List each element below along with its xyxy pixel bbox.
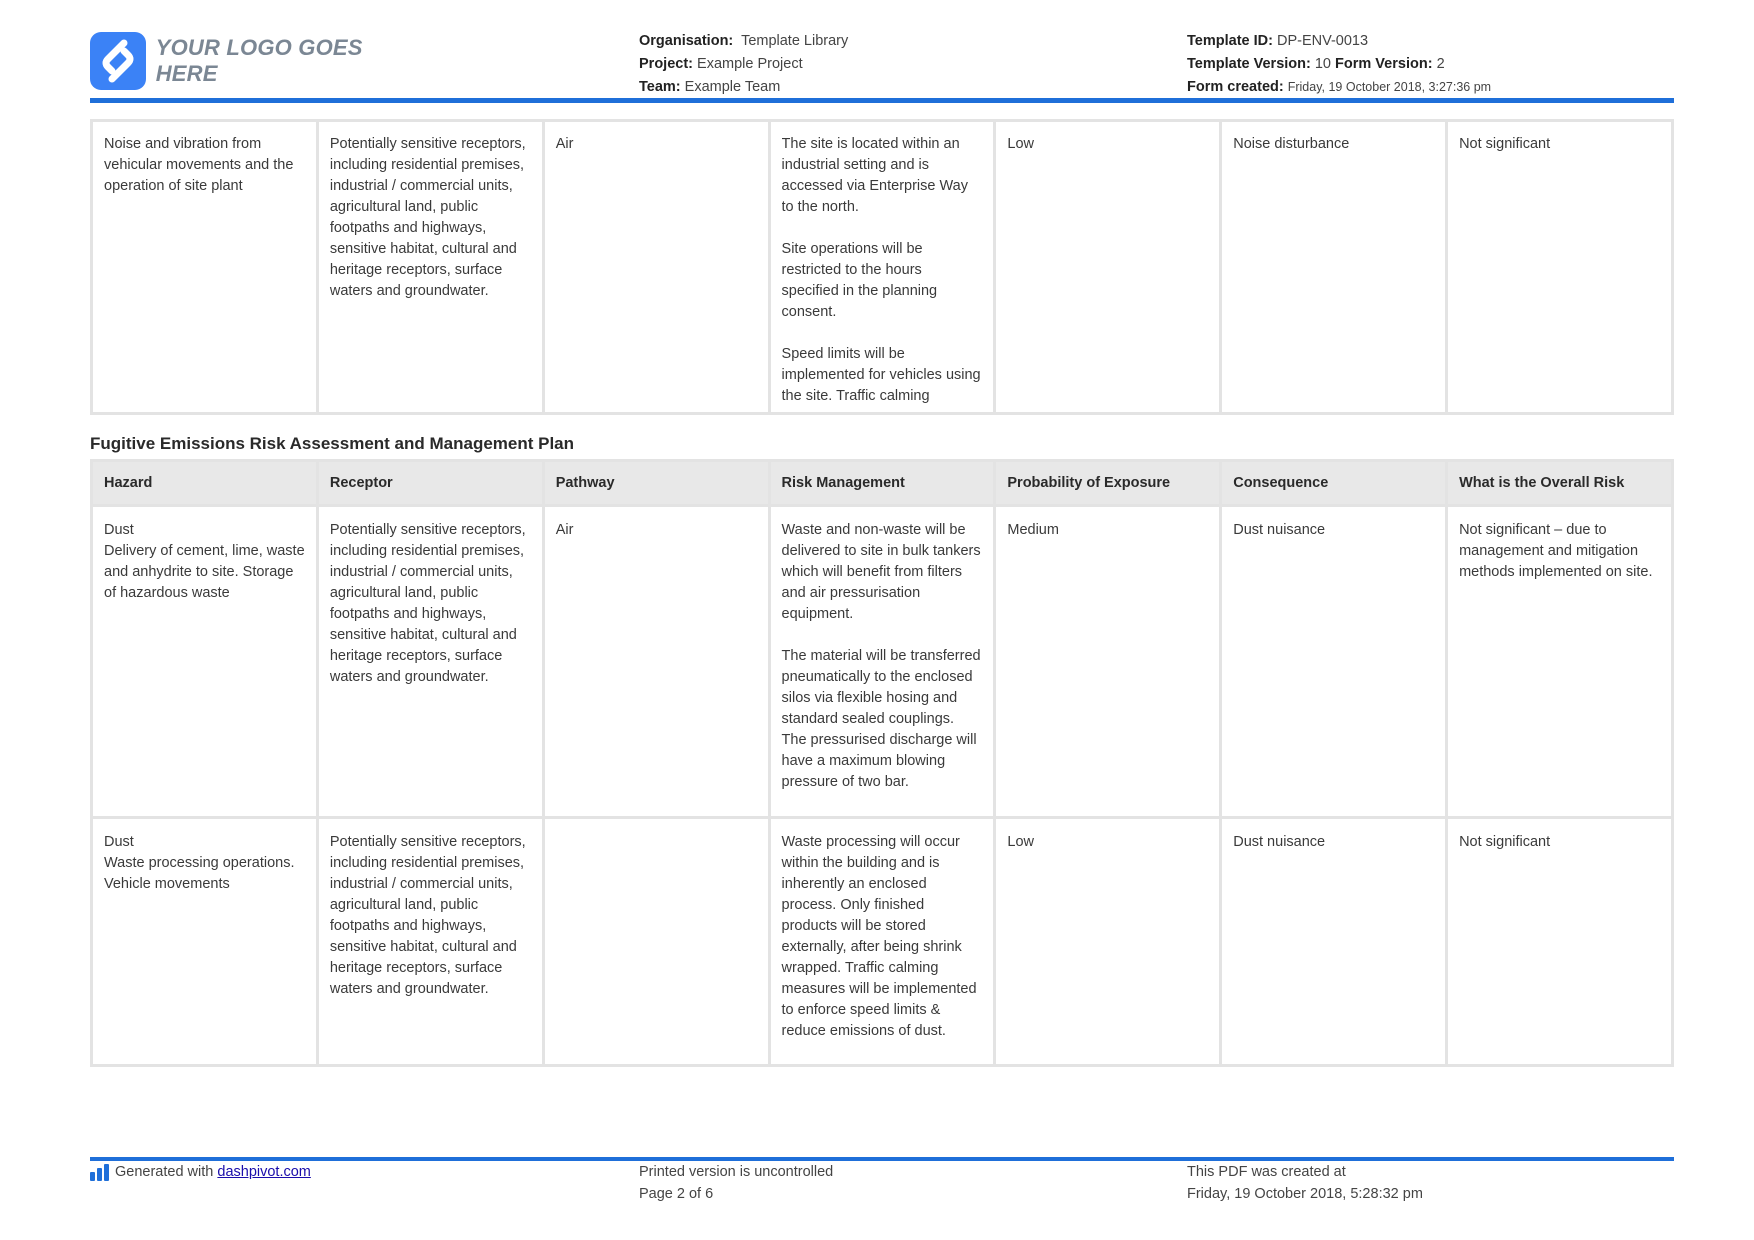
probability-cell: Low (996, 122, 1219, 412)
overall-risk-cell: Not significant (1448, 122, 1671, 412)
column-header-probability: Probability of Exposure (996, 462, 1219, 504)
column-header-risk-management: Risk Management (771, 462, 994, 504)
footer-divider (90, 1157, 1674, 1161)
page-number: Page 2 of 6 (639, 1186, 714, 1202)
header-divider (90, 98, 1674, 103)
dashpivot-logo-icon (90, 1163, 109, 1181)
pdf-created-label: This PDF was created at (1187, 1164, 1346, 1180)
table-row (93, 819, 1671, 1064)
template-version-value: 10 (1314, 56, 1331, 72)
project-value: Example Project (697, 56, 803, 72)
organisation-value: Template Library (741, 33, 849, 49)
team-value: Example Team (684, 79, 781, 95)
pathway-cell: Air (545, 122, 768, 412)
footer-generated (90, 1161, 311, 1183)
pathway-cell (545, 819, 768, 1064)
table-row (93, 507, 1671, 816)
column-header-pathway: Pathway (545, 462, 768, 504)
form-version-value: 2 (1436, 56, 1445, 72)
risk-management-cell (771, 122, 994, 412)
header-org-info (639, 30, 848, 99)
probability-cell: Medium (996, 507, 1219, 816)
template-id-value: DP-ENV-0013 (1276, 33, 1369, 49)
page-header (90, 28, 1674, 102)
team-label: Team: (639, 79, 681, 95)
receptor-cell: Potentially sensitive receptors, including residential premises, industrial / commercial units, agricultural land, public footpaths and highways, sensitive habitat, cultural and heritage receptors, surface waters and groundwater. (319, 122, 542, 412)
company-logo (90, 32, 420, 90)
risk-management-cell: Waste and non-waste will be delivered to site in bulk tankers which will benefit from filters and air pressurisation equipment. The material will be transferred pneumatically to the enclosed silos via flexible hosing and standard sealed couplings. The pressurised discharge will have a maximum blowing pressure of two bar. (771, 507, 994, 816)
column-header-consequence: Consequence (1222, 462, 1445, 504)
consequence-cell: Dust nuisance (1222, 819, 1445, 1064)
uncontrolled-notice: Printed version is uncontrolled (639, 1164, 834, 1180)
consequence-cell: Dust nuisance (1222, 507, 1445, 816)
risk-management-text: The site is located within an industrial setting and is accessed via Enterprise Way to the north. Site operations will be restricted to the hours specified in the planning consent. Speed limits will be implemented for vehicles using the site. Traffic calming (781, 136, 981, 404)
receptor-cell: Potentially sensitive receptors, including residential premises, industrial / commercial units, agricultural land, public footpaths and highways, sensitive habitat, cultural and heritage receptors, surface waters and groundwater. (319, 507, 542, 816)
project-label: Project: (639, 56, 693, 72)
hazard-cell: Dust Waste processing operations. Vehicle movements (93, 819, 316, 1064)
organisation-label: Organisation: (639, 33, 734, 49)
template-version-label: Template Version: (1187, 56, 1311, 72)
template-id-label: Template ID: (1187, 33, 1273, 49)
footer-print-info (639, 1161, 833, 1205)
table-row (93, 122, 1671, 412)
footer-pdf-info (1187, 1161, 1423, 1205)
hazard-cell: Noise and vibration from vehicular movements and the operation of site plant (93, 122, 316, 412)
probability-cell: Low (996, 819, 1219, 1064)
generated-prefix: Generated with (115, 1164, 214, 1180)
section-title: Fugitive Emissions Risk Assessment and Management Plan (90, 434, 575, 453)
hazard-cell: Dust Delivery of cement, lime, waste and anhydrite to site. Storage of hazardous waste (93, 507, 316, 816)
pdf-created-value: Friday, 19 October 2018, 5:28:32 pm (1187, 1186, 1423, 1202)
continued-table (90, 119, 1674, 415)
form-version-label: Form Version: (1335, 56, 1433, 72)
dashpivot-link[interactable]: dashpivot.com (217, 1164, 311, 1180)
table-header-row (93, 462, 1671, 504)
risk-management-cell: Waste processing will occur within the building and is inherently an enclosed process. Only finished products will be stored externally, after being shrink wrapped. Traffic calming measures will be implemented to enforce speed limits & reduce emissions of dust. (771, 819, 994, 1064)
pathway-cell: Air (545, 507, 768, 816)
column-header-hazard: Hazard (93, 462, 316, 504)
consequence-cell: Noise disturbance (1222, 122, 1445, 412)
logo-mark-icon (90, 32, 146, 90)
header-template-info (1187, 30, 1491, 99)
receptor-cell: Potentially sensitive receptors, including residential premises, industrial / commercial units, agricultural land, public footpaths and highways, sensitive habitat, cultural and heritage receptors, surface waters and groundwater. (319, 819, 542, 1064)
form-created-label: Form created: (1187, 79, 1284, 95)
logo-text: YOUR LOGO GOES HERE (155, 35, 363, 86)
column-header-overall-risk: What is the Overall Risk (1448, 462, 1671, 504)
overall-risk-cell: Not significant – due to management and mitigation methods implemented on site. (1448, 507, 1671, 816)
form-created-value: Friday, 19 October 2018, 3:27:36 pm (1287, 80, 1492, 94)
overall-risk-cell: Not significant (1448, 819, 1671, 1064)
column-header-receptor: Receptor (319, 462, 542, 504)
fugitive-emissions-table (90, 459, 1674, 1067)
